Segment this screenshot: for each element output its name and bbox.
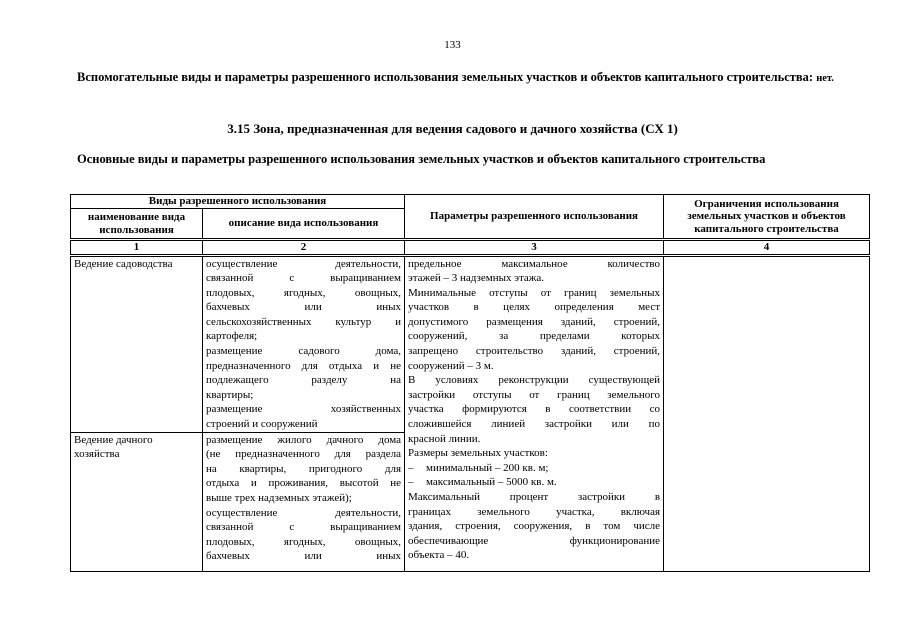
use-description-cell: размещение жилого дачного дома (не предназначенного для раздела на квартиры, пригодного для отдыха и проживания, высотой не выше трех надземных этажей); осуществление деятельности, связанной с выращиванием плодовых, ягодных, овощных, бахчевых или иных	[203, 432, 405, 571]
list-item: – минимальный – 200 кв. м;	[408, 461, 549, 474]
page-number: 133	[444, 39, 461, 51]
main-uses-heading: Основные виды и параметры разрешенного использования земельных участков и объектов капитального строительства	[77, 152, 766, 166]
use-name-cell: Ведение дачного хозяйства	[71, 432, 203, 571]
header-use-name: наименование вида использования	[71, 209, 203, 240]
auxiliary-uses-value: нет.	[816, 73, 834, 84]
header-limitations: Ограничения использования земельных участков и объектов капитального строительства	[664, 195, 870, 240]
list-item: – максимальный – 5000 кв. м.	[408, 476, 557, 489]
column-number: 2	[203, 240, 405, 256]
column-number: 1	[71, 240, 203, 256]
table-row	[71, 255, 870, 432]
header-use-description: описание вида использования	[203, 209, 405, 240]
column-number: 3	[405, 240, 664, 256]
permitted-use-table	[70, 194, 870, 572]
auxiliary-uses-heading	[77, 69, 846, 87]
parameters-cell: предельное максимальное количество этажей – 3 надземных этажа. Минимальные отступы от границ земельных участков в целях определения мест допустимого размещения зданий, строений, сооружений, за пределами которых запрещено строительство зданий, строений, сооружений – 3 м. В условиях реконструкции существующей застройки отступы от границ земельного участка формируются в соответствии со сложившейся линией застройки или по красной линии. Размеры земельных участков: – минимальный – 200 кв. м; – максимальный – 5000 кв. м. Максимальный процент застройки в границах земельного участка, включая здания, строения, сооружения, в том числе обеспечивающие функционирование объекта – 40.	[405, 255, 664, 571]
auxiliary-uses-text: Вспомогательные виды и параметры разрешенного использования земельных участков и объектов капитального строительства:	[77, 70, 814, 84]
column-number: 4	[664, 240, 870, 256]
section-title: 3.15 Зона, предназначенная для ведения садового и дачного хозяйства (СХ 1)	[227, 121, 678, 136]
limitations-cell	[664, 255, 870, 571]
use-description-cell: осуществление деятельности, связанной с выращиванием плодовых, ягодных, овощных, бахчевых или иных сельскохозяйственных культур и картофеля; размещение садового дома, предназначенного для отдыха и не подлежащего разделу на квартиры; размещение хозяйственных строений и сооружений	[203, 255, 405, 432]
header-permitted-use-types: Виды разрешенного использования	[71, 195, 405, 209]
header-parameters: Параметры разрешенного использования	[405, 195, 664, 240]
use-name-cell: Ведение садоводства	[71, 255, 203, 432]
